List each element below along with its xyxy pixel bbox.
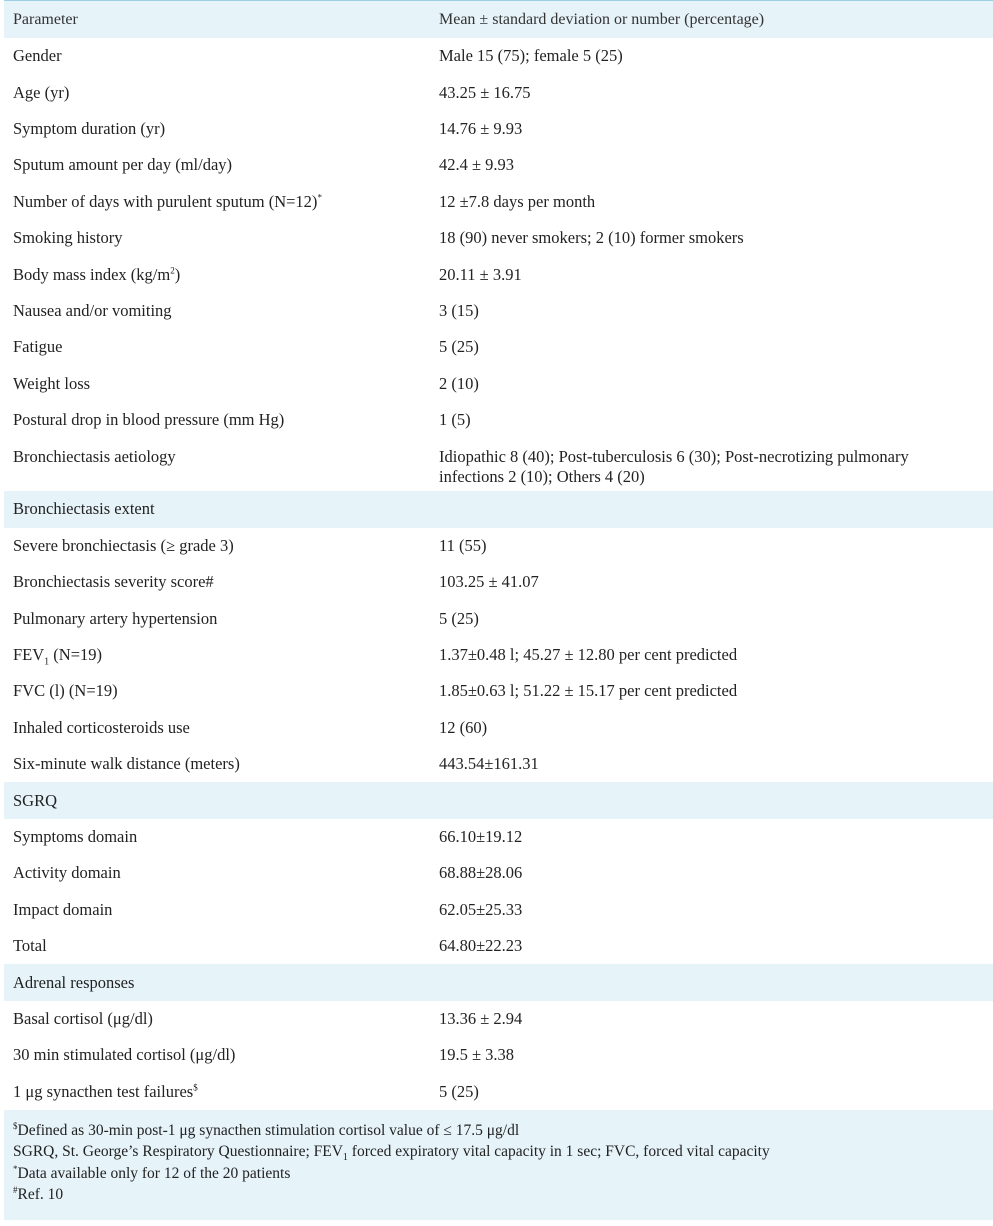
table-row xyxy=(4,366,993,402)
parameter-cell: 30 min stimulated cortisol (μg/dl) xyxy=(13,1045,236,1065)
parameter-cell: Pulmonary artery hypertension xyxy=(13,608,218,628)
table-header xyxy=(4,0,993,38)
value-cell: 443.54±161.31 xyxy=(439,754,539,774)
parameter-cell: Nausea and/or vomiting xyxy=(13,300,172,320)
value-cell: 11 (55) xyxy=(439,535,487,555)
table-row xyxy=(4,74,993,110)
header-value: Mean ± standard deviation or number (percentage) xyxy=(439,10,765,28)
value-cell: 64.80±22.23 xyxy=(439,936,523,956)
parameter-cell: Postural drop in blood pressure (mm Hg) xyxy=(13,410,285,430)
parameter-cell: SGRQ xyxy=(13,790,58,810)
footnote-2: SGRQ, St. George’s Respiratory Questionnaire; $FEV_1$ forced expiratory vital capacity in 1 sec; FVC, forced vital capacity xyxy=(13,1143,770,1164)
value-cell: 1.85±0.63 l; 51.22 ± 15.17 per cent predicted xyxy=(439,681,738,701)
table-row xyxy=(4,892,993,928)
parameter-cell: Bronchiectasis aetiology xyxy=(13,447,176,467)
table-row xyxy=(4,528,993,564)
table-row xyxy=(4,402,993,438)
value-cell: 5 (25) xyxy=(439,337,479,357)
value-cell: 3 (15) xyxy=(439,300,479,320)
parameter-cell: Bronchiectasis severity score# xyxy=(13,572,214,592)
value-cell: 103.25 ± 41.07 xyxy=(439,572,539,592)
value-cell: 12 (60) xyxy=(439,717,488,737)
footnotes xyxy=(4,1110,993,1220)
table-row xyxy=(4,184,993,220)
table-row xyxy=(4,1074,993,1110)
parameter-cell: $FEV_1$ (N=19) xyxy=(13,645,103,668)
value-cell: 5 (25) xyxy=(439,1081,479,1101)
parameter-cell: Activity domain xyxy=(13,863,121,883)
value-cell: 1.37±0.48 l; 45.27 ± 12.80 per cent predicted xyxy=(439,645,738,665)
value-cell: 20.11 ± 3.91 xyxy=(439,264,522,284)
parameter-cell: Weight loss xyxy=(13,373,91,393)
table-row xyxy=(4,111,993,147)
table-row xyxy=(4,1037,993,1073)
value-cell: 68.88±28.06 xyxy=(439,863,523,883)
table-row xyxy=(4,147,993,183)
section-row xyxy=(4,964,993,1000)
value-cell: 18 (90) never smokers; 2 (10) former smokers xyxy=(439,228,744,248)
value-cell: 1 (5) xyxy=(439,410,471,430)
footnote-3: *Data available only for 12 of the 20 patients xyxy=(13,1163,291,1182)
value-cell: 42.4 ± 9.93 xyxy=(439,155,515,175)
table-row xyxy=(4,928,993,964)
value-cell: 13.36 ± 2.94 xyxy=(439,1008,523,1028)
parameter-cell: Adrenal responses xyxy=(13,972,135,992)
value-cell: 14.76 ± 9.93 xyxy=(439,118,523,138)
table-row xyxy=(4,819,993,855)
footnote-1: $Defined as 30-min post-1 μg synacthen stimulation cortisol value of ≤ 17.5 μg/dl xyxy=(13,1120,520,1139)
value-cell: 43.25 ± 16.75 xyxy=(439,82,531,102)
table-row xyxy=(4,329,993,365)
table-row xyxy=(4,438,993,491)
parameter-cell: Symptom duration (yr) xyxy=(13,118,166,138)
parameter-cell: Sputum amount per day (ml/day) xyxy=(13,155,233,175)
value-cell: 2 (10) xyxy=(439,373,479,393)
parameter-cell: Smoking history xyxy=(13,228,123,248)
table-row xyxy=(4,855,993,891)
table-row xyxy=(4,1001,993,1037)
parameter-cell: Number of days with purulent sputum (N=12)* xyxy=(13,191,322,211)
section-row xyxy=(4,491,993,527)
parameter-cell: Impact domain xyxy=(13,899,113,919)
table-row xyxy=(4,673,993,709)
parameter-cell: Six-minute walk distance (meters) xyxy=(13,754,240,774)
value-cell: Male 15 (75); female 5 (25) xyxy=(439,46,623,66)
value-cell: 62.05±25.33 xyxy=(439,899,523,919)
header-parameter: Parameter xyxy=(13,10,78,28)
table-row xyxy=(4,38,993,74)
parameter-cell: Basal cortisol (μg/dl) xyxy=(13,1008,153,1028)
table-row xyxy=(4,293,993,329)
data-table xyxy=(4,0,993,1220)
value-cell: Idiopathic 8 (40); Post-tuberculosis 6 (30); Post-necrotizing pulmonary infections 2 (10); Others 4 (20) xyxy=(439,447,909,487)
table-row xyxy=(4,746,993,782)
parameter-cell: Inhaled corticosteroids use xyxy=(13,717,190,737)
parameter-cell: Total xyxy=(13,936,47,956)
parameter-cell: FVC (l) (N=19) xyxy=(13,681,118,701)
table-row xyxy=(4,220,993,256)
section-row xyxy=(4,782,993,818)
value-cell: 19.5 ± 3.38 xyxy=(439,1045,515,1065)
table-body xyxy=(4,38,993,1110)
parameter-cell: Age (yr) xyxy=(13,82,70,102)
parameter-cell: Severe bronchiectasis (≥ grade 3) xyxy=(13,535,234,555)
table-row xyxy=(4,637,993,673)
parameter-cell: 1 μg synacthen test failures$ xyxy=(13,1081,198,1101)
parameter-cell: Body mass index $(kg/m^2)$ xyxy=(13,264,181,284)
parameter-cell: Gender xyxy=(13,46,62,66)
table-row xyxy=(4,256,993,292)
table-row xyxy=(4,600,993,636)
value-cell: 66.10±19.12 xyxy=(439,827,523,846)
parameter-cell: Fatigue xyxy=(13,337,63,357)
value-cell: 12 ±7.8 days per month xyxy=(439,191,596,211)
table-row xyxy=(4,710,993,746)
footnote-4: #Ref. 10 xyxy=(13,1185,64,1204)
table-row xyxy=(4,564,993,600)
parameter-cell: Bronchiectasis extent xyxy=(13,499,155,519)
value-cell: 5 (25) xyxy=(439,608,479,628)
parameter-cell: Symptoms domain xyxy=(13,827,138,846)
